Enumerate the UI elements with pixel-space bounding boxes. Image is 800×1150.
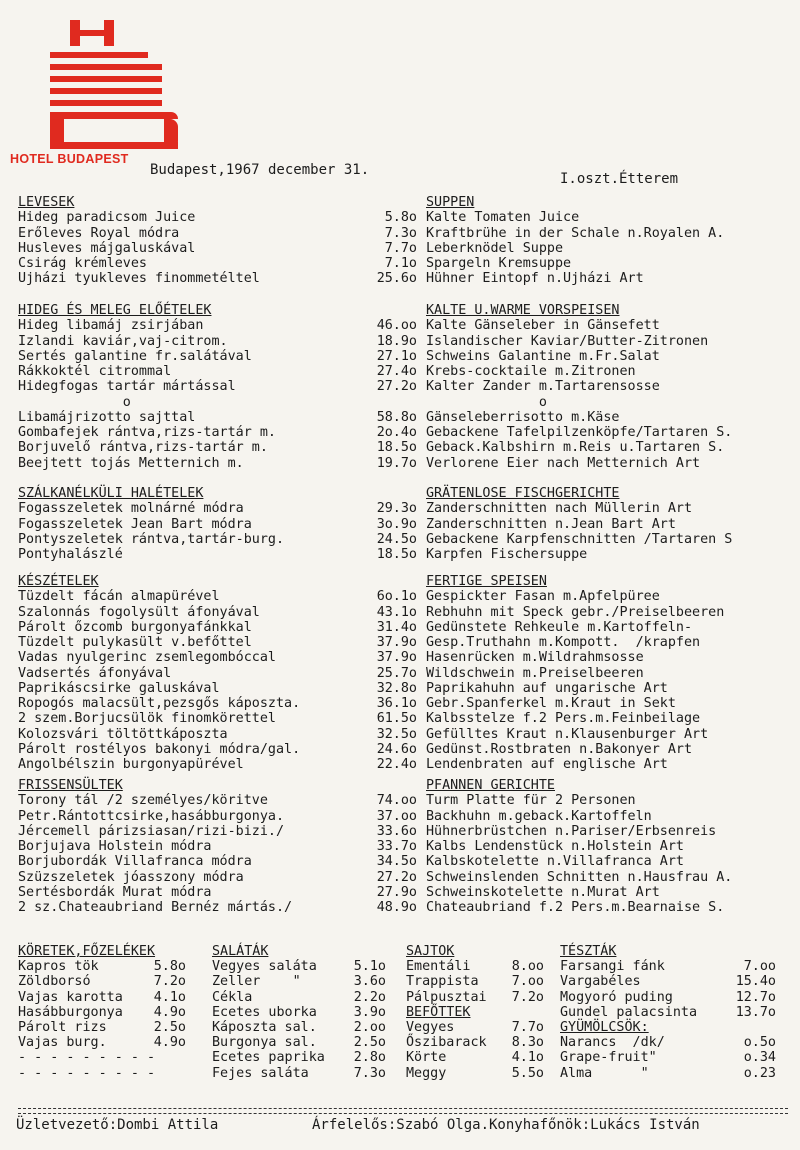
menu-item-de: Chateaubriand f.2 Pers.m.Bearnaise S. [426, 900, 725, 915]
menu-item-hu: Paprikáscsirke galuskával [18, 680, 220, 696]
menu-item-price: 18.9o [376, 333, 417, 349]
menu-item-hu: Borjuvelő rántva,rizs-tartár m. [18, 440, 268, 456]
menu-item-de: Krebs-cocktaile m.Zitronen [426, 364, 636, 379]
menu-item-price: 22.4o [376, 757, 417, 772]
menu-item-de: Kalte Gänseleber in Gänsefett [426, 318, 660, 334]
koretek-item-price: 7.2o [153, 974, 186, 990]
koretek-item-price: 4.9o [153, 1004, 186, 1020]
menu-item-price: 33.6o [376, 823, 417, 839]
menu-item-price: 2o.4o [376, 425, 417, 440]
section-title-de: GRÄTENLOSE FISCHGERICHTE [426, 486, 620, 501]
menu-item-price: 48.9o [376, 900, 417, 915]
menu-item-de: Geback.Kalbshirn m.Reis u.Tartaren S. [426, 440, 725, 456]
gyumolcs-item-price: o.23 [743, 1065, 776, 1081]
menu-item-de: Karpfen Fischersuppe [426, 547, 588, 562]
menu-item-price: 32.5o [376, 726, 417, 742]
befottek-item-name: Körte [406, 1050, 447, 1066]
salatak-item-name: Káposzta sal. [212, 1020, 317, 1035]
footer-staff: Árfelelős:Szabó Olga.Konyhafőnök:Lukács István [312, 1117, 700, 1133]
salatak-item-name: Ecetes paprika [212, 1050, 325, 1066]
menu-item-price: 46.oo [376, 318, 417, 334]
salatak-item-price: 2.oo [353, 1020, 386, 1035]
sajtok-item-name: Trappista [406, 974, 479, 990]
menu-item-hu: Kolozsvári töltöttkáposzta [18, 726, 228, 742]
menu-item-de: Kalte Tomaten Juice [426, 210, 580, 226]
menu-item-hu: Ujházi tyukleves finommetéltel [18, 271, 260, 287]
menu-item-hu: Hidegfogas tartár mártással [18, 379, 236, 395]
befottek-item-name: Vegyes [406, 1020, 455, 1035]
menu-item-hu: Borjujava Holstein módra [18, 839, 212, 854]
menu-item-hu: Hideg libamáj zsirjában [18, 318, 204, 334]
menu-item-de: Kraftbrühe in der Schale n.Royalen A. [426, 225, 725, 241]
sajtok-item-price: 7.oo [511, 974, 544, 990]
hotel-name: HOTEL BUDAPEST [10, 152, 129, 166]
gyumolcs-item-name: Grape-fruit" [560, 1050, 657, 1066]
koretek-item-price: 4.1o [153, 989, 186, 1005]
menu-item-price: 3o.9o [376, 516, 417, 532]
menu-item-price: 24.6o [376, 741, 417, 757]
sajtok-item-name: Ementáli [406, 959, 471, 975]
menu-item-hu: Szalonnás fogolysült áfonyával [18, 604, 260, 620]
menu-item-price: 37.9o [376, 635, 417, 650]
menu-item-hu: Angolbélszin burgonyapürével [18, 757, 244, 772]
koretek-item-name: Hasábburgonya [18, 1004, 123, 1020]
menu-item-price: 36.1o [376, 696, 417, 711]
teszta-item-price: 13.7o [735, 1004, 776, 1020]
teszta-item-name: Mogyoró puding [560, 989, 673, 1005]
restaurant-class: I.oszt.Étterem [560, 171, 679, 187]
section-title-de: PFANNEN GERICHTE [426, 778, 555, 793]
menu-item-de: Gebackene Tafelpilzenköpfe/Tartaren S. [426, 425, 733, 440]
befottek-item-price: 8.3o [511, 1035, 544, 1051]
menu-item-de: Zanderschnitten n.Jean Bart Art [426, 516, 676, 532]
menu-item-price: 31.4o [376, 619, 417, 635]
menu-item-de: Schweins Galantine m.Fr.Salat [426, 348, 660, 364]
befottek-item-price: 4.1o [511, 1050, 544, 1066]
menu-item-price: 5.8o [384, 210, 417, 226]
menu-item-price: 27.1o [376, 348, 417, 364]
koretek-item-name: Vajas karotta [18, 989, 123, 1005]
menu-item-de: Rebhuhn mit Speck gebr./Preiselbeeren [426, 604, 725, 620]
salatak-item-name: Burgonya sal. [212, 1035, 317, 1051]
salatak-item-name: Zeller " [212, 974, 301, 990]
menu-item-hu: Szüzszeletek jóasszony módra [18, 869, 244, 885]
menu-item-hu: Jércemell párizsiasan/rizi-bizi./ [18, 823, 285, 839]
section-title-hu: FRISSENSÜLTEK [18, 778, 123, 793]
menu-item-price: 7.7o [384, 240, 417, 256]
menu-item-price: 18.5o [376, 547, 417, 562]
dash-filler: - - - - - - - - - [18, 1050, 156, 1066]
menu-item-hu: Erőleves Royal módra [18, 225, 180, 241]
menu-item-hu: Vadas nyulgerinc zsemlegombóccal [18, 650, 276, 666]
gyumolcs-title: GYÜMÖLCSÖK: [560, 1020, 649, 1035]
menu-item-hu: Fogasszeletek Jean Bart módra [18, 516, 252, 532]
menu-item-hu: Pontyszeletek rántva,tartár-burg. [18, 531, 285, 547]
koretek-item-price: 4.9o [153, 1035, 186, 1051]
gyumolcs-item-price: o.5o [743, 1035, 776, 1051]
salatak-item-name: Ecetes uborka [212, 1004, 317, 1020]
salatak-item-price: 3.6o [353, 974, 386, 990]
place-date: Budapest,1967 december 31. [150, 162, 370, 178]
koretek-item-name: Zöldborsó [18, 974, 91, 990]
menu-item-de: Kalbskotelette n.Villafranca Art [426, 854, 684, 870]
teszta-item-price: 15.4o [735, 974, 776, 990]
menu-item-de: Schweinskotelette n.Murat Art [426, 884, 660, 900]
menu-item-hu: Beejtett tojás Metternich m. [18, 455, 244, 471]
teszta-title: TÉSZTÁK [560, 944, 617, 959]
menu-item-hu: Ropogós malacsült,pezsgős káposzta. [18, 696, 301, 711]
salatak-title: SALÁTÁK [212, 944, 269, 959]
section-title-de: FERTIGE SPEISEN [426, 574, 547, 589]
menu-item-price: 29.3o [376, 501, 417, 517]
menu-item-hu: Libamájrizotto sajttal [18, 409, 196, 425]
menu-item-de: Kalter Zander m.Tartarensosse [426, 379, 660, 395]
menu-item-de: Gedünst.Rostbraten n.Bakonyer Art [426, 741, 693, 757]
menu-item-hu: Sertés galantine fr.salátával [18, 348, 252, 364]
koretek-item-name: Kapros tök [18, 959, 99, 975]
menu-item-de: Spargeln Kremsuppe [426, 256, 572, 271]
salatak-item-price: 2.5o [353, 1035, 386, 1051]
menu-item-price: 61.5o [376, 711, 417, 727]
section-title-hu: HIDEG ÉS MELEG ELŐÉTELEK [18, 303, 212, 318]
menu-item-price: 27.2o [376, 869, 417, 885]
menu-item-de: Kalbsstelze f.2 Pers.m.Feinbeilage [426, 711, 701, 727]
salatak-item-name: Vegyes saláta [212, 959, 317, 975]
koretek-title: KÖRETEK,FŐZELÉKEK [18, 944, 156, 959]
gyumolcs-item-price: o.34 [743, 1050, 776, 1066]
befottek-item-price: 5.5o [511, 1065, 544, 1081]
gyumolcs-item-name: Alma " [560, 1065, 649, 1081]
menu-item-price: 74.oo [376, 793, 417, 809]
menu-item-hu: Tüzdelt fácán almapürével [18, 589, 220, 605]
menu-item-hu: Petr.Rántottcsirke,hasábburgonya. [18, 808, 285, 824]
menu-item-price: 37.oo [376, 808, 417, 824]
salatak-item-price: 2.8o [353, 1050, 386, 1066]
salatak-item-price: 3.9o [353, 1004, 386, 1020]
menu-item-hu: 2 szem.Borjucsülök finomkörettel [18, 711, 276, 727]
koretek-item-name: Vajas burg. [18, 1035, 107, 1051]
gyumolcs-item-name: Narancs /dk/ [560, 1035, 665, 1051]
menu-item-hu: Borjubordák Villafranca módra [18, 854, 252, 870]
menu-item-hu: Torony tál /2 személyes/köritve [18, 793, 268, 809]
menu-item-hu: o [18, 394, 131, 410]
menu-item-hu: Csirág krémleves [18, 256, 147, 271]
menu-item-de: Gedünstete Rehkeule m.Kartoffeln- [426, 619, 693, 635]
menu-item-de: Paprikahuhn auf ungarische Art [426, 680, 668, 696]
menu-item-price: 19.7o [376, 455, 417, 471]
befottek-item-name: Meggy [406, 1065, 447, 1081]
sajtok-item-price: 8.oo [511, 959, 544, 975]
section-title-de: SUPPEN [426, 195, 475, 210]
sajtok-title: SAJTOK [406, 944, 455, 959]
menu-item-de: Verlorene Eier nach Metternich Art [426, 455, 701, 471]
dashed-rule [18, 1113, 788, 1114]
menu-item-de: Islandischer Kaviar/Butter-Zitronen [426, 333, 709, 349]
menu-item-price: 24.5o [376, 531, 417, 547]
menu-item-price: 33.7o [376, 839, 417, 854]
menu-item-de: Gänseleberrisotto m.Käse [426, 409, 620, 425]
menu-item-price: 27.9o [376, 884, 417, 900]
sajtok-item-name: Pálpusztai [406, 989, 487, 1005]
dashed-rule [18, 1108, 788, 1109]
menu-item-hu: Sertésbordák Murat módra [18, 884, 212, 900]
menu-item-price: 7.1o [384, 256, 417, 271]
teszta-item-name: Vargabéles [560, 974, 641, 990]
befottek-item-name: Őszibarack [406, 1035, 487, 1051]
menu-item-de: Gebackene Karpfenschnitten /Tartaren S [426, 531, 733, 547]
koretek-item-price: 5.8o [153, 959, 186, 975]
menu-item-price: 58.8o [376, 409, 417, 425]
section-title-de: KALTE U.WARME VORSPEISEN [426, 303, 620, 318]
hotel-logo [10, 14, 188, 166]
menu-item-price: 18.5o [376, 440, 417, 456]
menu-item-hu: 2 sz.Chateaubriand Bernéz mártás./ [18, 900, 293, 915]
sajtok-item-price: 7.2o [511, 989, 544, 1005]
menu-item-hu: Rákkoktél citrommal [18, 364, 172, 379]
salatak-item-name: Cékla [212, 989, 253, 1005]
menu-item-de: Hühner Eintopf n.Ujházi Art [426, 271, 644, 287]
menu-item-de: Turm Platte für 2 Personen [426, 793, 636, 809]
menu-item-hu: Párolt őzcomb burgonyafánkkal [18, 619, 252, 635]
teszta-item-name: Farsangi fánk [560, 959, 665, 975]
menu-item-de: Gesp.Truthahn m.Kompott. /krapfen [426, 635, 701, 650]
menu-item-de: Wildschwein m.Preiselbeeren [426, 665, 644, 681]
menu-item-hu: Izlandi kaviár,vaj-citrom. [18, 333, 228, 349]
section-title-hu: KÉSZÉTELEK [18, 574, 99, 589]
menu-item-price: 7.3o [384, 225, 417, 241]
salatak-item-price: 5.1o [353, 959, 386, 975]
menu-item-price: 27.4o [376, 364, 417, 379]
menu-item-price: 27.2o [376, 379, 417, 395]
menu-item-price: 37.9o [376, 650, 417, 666]
menu-item-de: Gebr.Spanferkel m.Kraut in Sekt [426, 696, 676, 711]
menu-item-hu: Husleves májgaluskával [18, 240, 196, 256]
menu-item-de: Schweinslenden Schnitten n.Hausfrau A. [426, 869, 733, 885]
menu-item-price: 6o.1o [376, 589, 417, 605]
teszta-item-price: 7.oo [743, 959, 776, 975]
menu-item-price: 32.8o [376, 680, 417, 696]
menu-item-price: 43.1o [376, 604, 417, 620]
menu-item-hu: Vadsertés áfonyával [18, 665, 172, 681]
menu-item-hu: Gombafejek rántva,rizs-tartár m. [18, 425, 276, 440]
menu-item-de: o [426, 394, 547, 410]
menu-item-de: Hühnerbrüstchen n.Pariser/Erbsenreis [426, 823, 717, 839]
koretek-item-price: 2.5o [153, 1020, 186, 1035]
befottek-title: BEFŐTTEK [406, 1004, 471, 1020]
menu-item-hu: Tüzdelt pulykasült v.befőttel [18, 635, 252, 650]
teszta-item-price: 12.7o [735, 989, 776, 1005]
menu-item-hu: Párolt rostélyos bakonyi módra/gal. [18, 741, 301, 757]
dash-filler: - - - - - - - - - [18, 1065, 156, 1081]
befottek-item-price: 7.7o [511, 1020, 544, 1035]
menu-item-price: 25.7o [376, 665, 417, 681]
koretek-item-name: Párolt rizs [18, 1020, 107, 1035]
menu-item-price: 34.5o [376, 854, 417, 870]
salatak-item-price: 2.2o [353, 989, 386, 1005]
footer-manager: Üzletvezető:Dombi Attila [16, 1117, 219, 1133]
menu-item-hu: Fogasszeletek molnárné módra [18, 501, 244, 517]
menu-item-de: Backhuhn m.geback.Kartoffeln [426, 808, 652, 824]
menu-item-hu: Pontyhalászlé [18, 547, 123, 562]
section-title-hu: LEVESEK [18, 195, 75, 210]
menu-item-de: Lendenbraten auf englische Art [426, 757, 668, 772]
teszta-item-name: Gundel palacsinta [560, 1004, 698, 1020]
menu-item-de: Gespickter Fasan m.Apfelpüree [426, 589, 660, 605]
menu-item-de: Gefülltes Kraut n.Klausenburger Art [426, 726, 709, 742]
salatak-item-name: Fejes saláta [212, 1065, 309, 1081]
menu-item-de: Leberknödel Suppe [426, 240, 564, 256]
menu-item-de: Kalbs Lendenstück n.Holstein Art [426, 839, 684, 854]
section-title-hu: SZÁLKANÉLKÜLI HALÉTELEK [18, 486, 204, 501]
menu-item-hu: Hideg paradicsom Juice [18, 210, 196, 226]
menu-item-de: Zanderschnitten nach Müllerin Art [426, 501, 693, 517]
menu-item-de: Hasenrücken m.Wildrahmsosse [426, 650, 644, 666]
salatak-item-price: 7.3o [353, 1065, 386, 1081]
menu-item-price: 25.6o [376, 271, 417, 287]
